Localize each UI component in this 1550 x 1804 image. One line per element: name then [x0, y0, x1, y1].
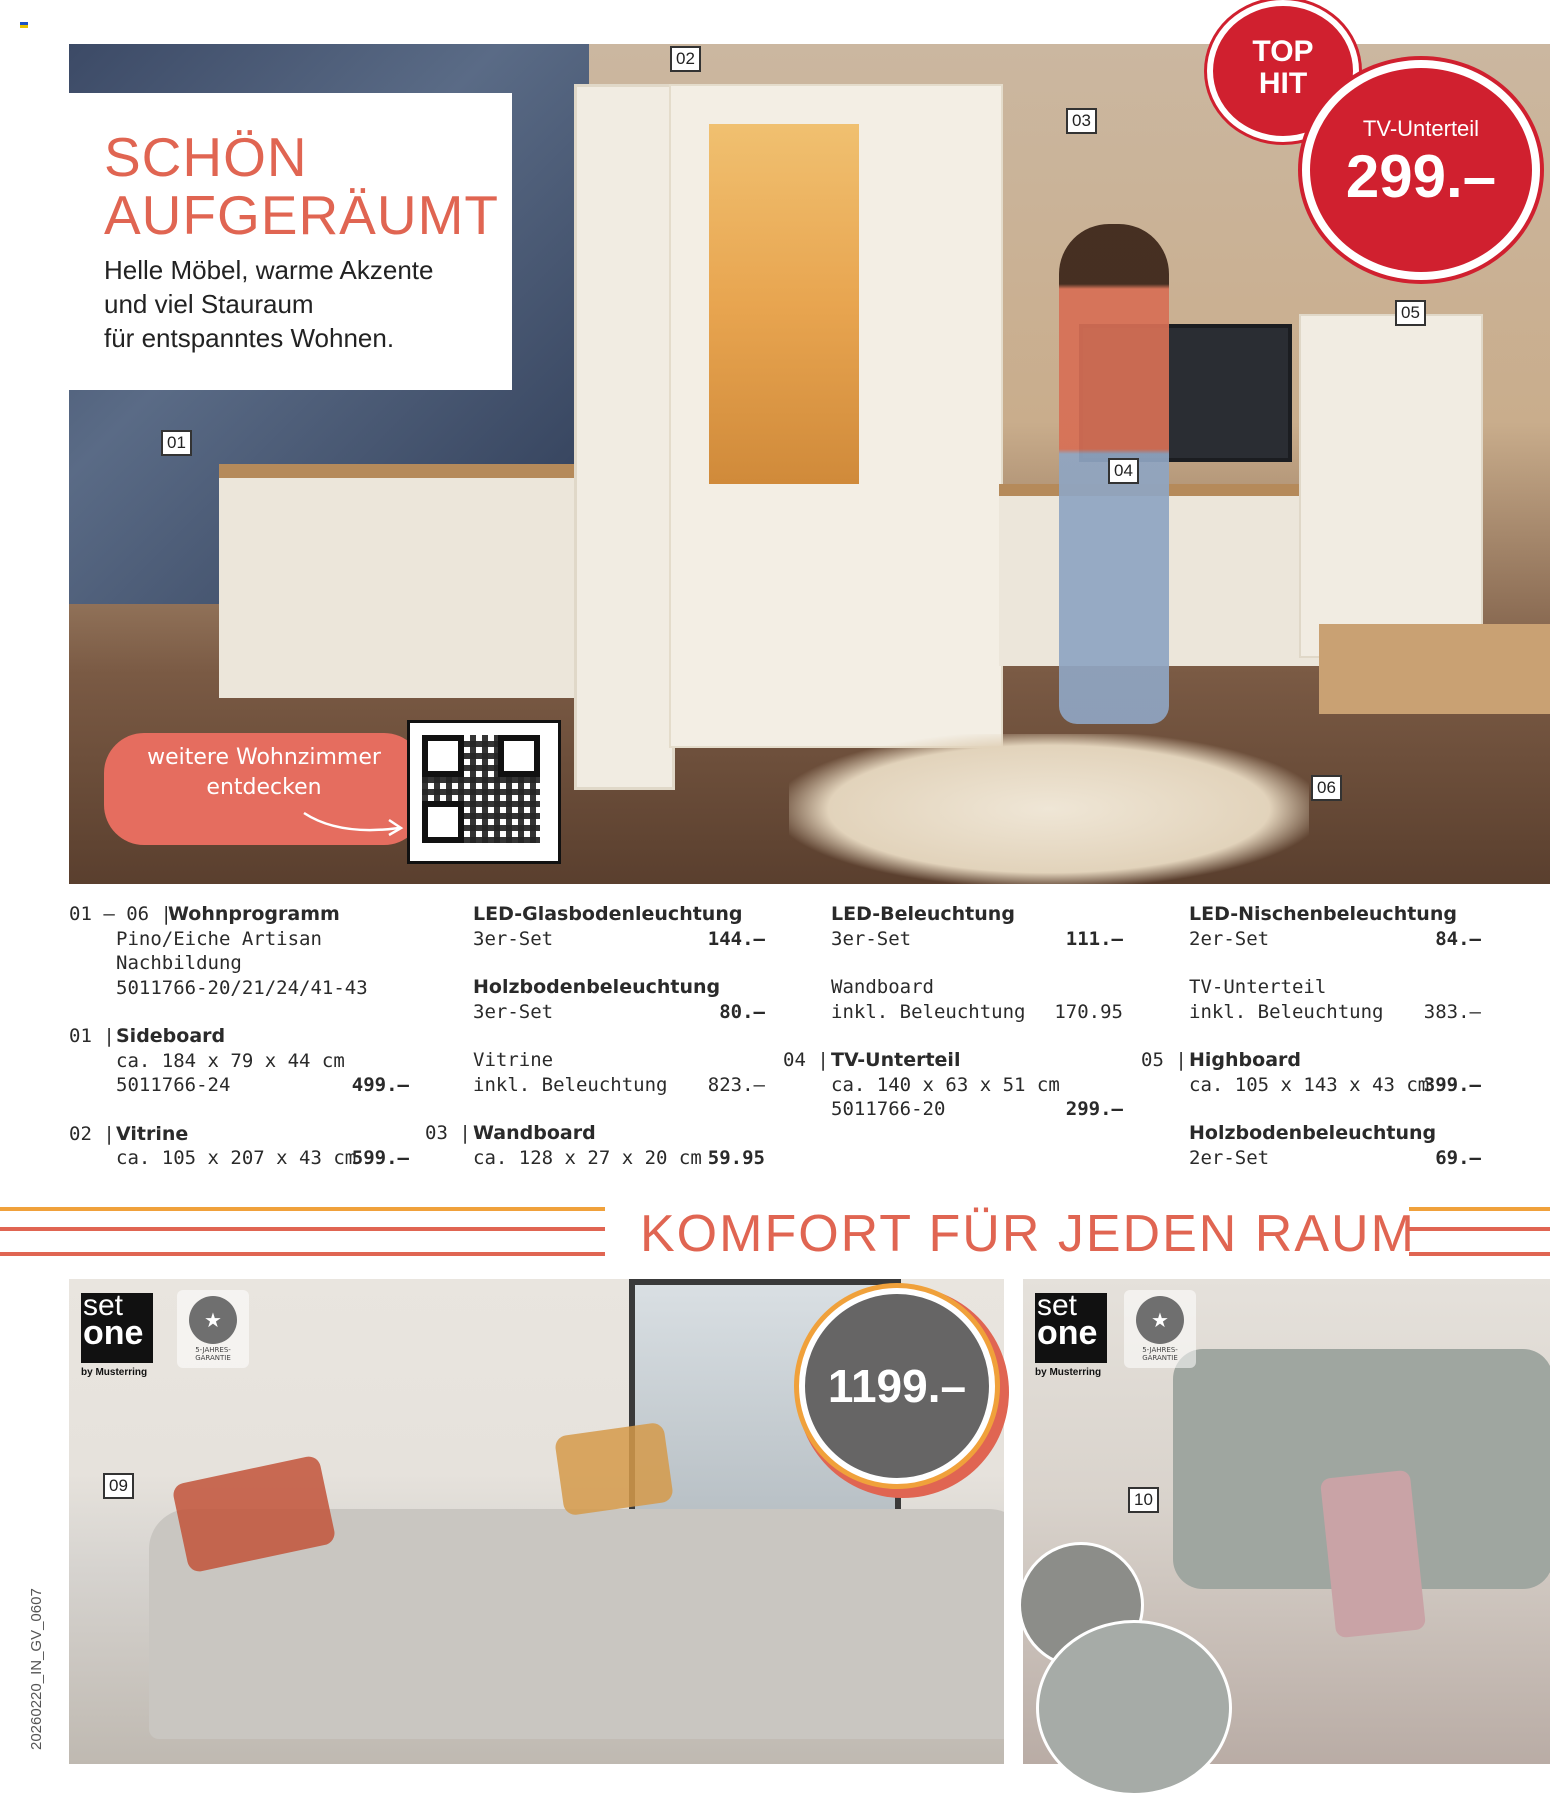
cta-line2: entdecken: [206, 775, 322, 800]
label-01: 01: [161, 430, 192, 456]
stripe-left-2: [0, 1227, 605, 1231]
product-tv-unterteil: 04 | TV-Unterteil ca. 140 x 63 x 51 cm 5011766-20 299.–: [783, 1049, 1123, 1120]
stripe-right-3: [1409, 1252, 1550, 1256]
cta-line1: weitere Wohnzimmer: [147, 745, 381, 770]
label-10: 10: [1128, 1487, 1159, 1513]
label-06: 06: [1311, 775, 1342, 801]
product-sideboard: 01 | Sideboard ca. 184 x 79 x 44 cm 5011766-24 499.–: [69, 1025, 409, 1096]
top-hit-badge: TOP HIT: [1207, 0, 1359, 142]
page-subline: Helle Möbel, warme Akzente und viel Stauraum für entspanntes Wohnen.: [104, 255, 434, 353]
vitrine-light: [709, 124, 859, 484]
label-09: 09: [103, 1473, 134, 1499]
label-02: 02: [670, 46, 701, 72]
fur-rug: [789, 734, 1309, 884]
product-highboard: 05 | Highboard ca. 105 x 143 x 43 cm 399.–: [1141, 1049, 1481, 1096]
product-nischenbeleuchtung: LED-Nischenbeleuchtung 2er-Set 84.–: [1189, 903, 1481, 950]
product-holzboden: Holzbodenbeleuchtung 3er-Set 80.–: [473, 976, 765, 1023]
glass-door: [574, 84, 675, 790]
stripe-right-2: [1409, 1227, 1550, 1231]
tv-unit-image: [999, 484, 1349, 666]
product-column-4: [1141, 902, 1481, 1194]
brand-logo-2: set one by Musterring: [1035, 1293, 1107, 1378]
detail-inset-2: [1036, 1620, 1232, 1796]
product-vitrine: 02 | Vitrine ca. 105 x 207 x 43 cm 599.–: [69, 1122, 409, 1169]
catalog-code: 20260220_IN_GV_0607: [28, 1588, 45, 1750]
price-badge: TV-Unterteil 299.–: [1302, 60, 1540, 280]
product-glasboden: LED-Glasbodenleuchtung 3er-Set 144.–: [473, 903, 765, 950]
qr-code[interactable]: [407, 720, 561, 864]
product-wandboard-beleuchtung: Wandboard inkl. Beleuchtung 170.95: [831, 976, 1123, 1023]
product-holzboden-2: Holzbodenbeleuchtung 2er-Set 69.–: [1189, 1122, 1481, 1169]
section-title: KOMFORT FÜR JEDEN RAUM: [640, 1205, 1416, 1263]
discover-more-button[interactable]: [104, 733, 424, 845]
sofa-price-badge: 1199.–: [799, 1288, 995, 1484]
product-column-1: [69, 902, 409, 1195]
stripe-right-1: [1409, 1207, 1550, 1211]
garantie-badge-1: ★ 5-JAHRES- GARANTIE: [177, 1290, 249, 1368]
corner-mark: [20, 22, 28, 28]
stripe-left-1: [0, 1207, 605, 1211]
pink-blanket: [1320, 1470, 1426, 1639]
product-vitrine-beleuchtung: Vitrine inkl. Beleuchtung 823.–: [473, 1049, 765, 1096]
label-05: 05: [1395, 300, 1426, 326]
award-icon: ★: [189, 1296, 237, 1344]
stripe-left-3: [0, 1252, 605, 1256]
coffee-table-image: [1319, 624, 1550, 714]
product-led: LED-Beleuchtung 3er-Set 111.–: [831, 903, 1123, 950]
label-03: 03: [1066, 108, 1097, 134]
product-column-3: [783, 902, 1123, 1146]
garantie-badge-2: ★ 5-JAHRES- GARANTIE: [1124, 1290, 1196, 1368]
product-tv-beleuchtung: TV-Unterteil inkl. Beleuchtung 383.–: [1189, 976, 1481, 1023]
product-column-2: [425, 902, 765, 1194]
arrow-icon: [299, 808, 409, 838]
cushion-yellow: [554, 1422, 674, 1517]
brand-logo-1: set one by Musterring: [81, 1293, 153, 1378]
highboard-image: [1299, 314, 1483, 658]
product-programm: 01 – 06 | Wohnprogramm Pino/Eiche Artisan Nachbildung 5011766-20/21/24/41-43: [69, 903, 368, 999]
page-headline: SCHÖN AUFGERÄUMT: [104, 126, 499, 246]
label-04: 04: [1108, 458, 1139, 484]
award-icon-2: ★: [1136, 1296, 1184, 1344]
product-wandboard: 03 | Wandboard ca. 128 x 27 x 20 cm 59.95: [425, 1122, 765, 1169]
